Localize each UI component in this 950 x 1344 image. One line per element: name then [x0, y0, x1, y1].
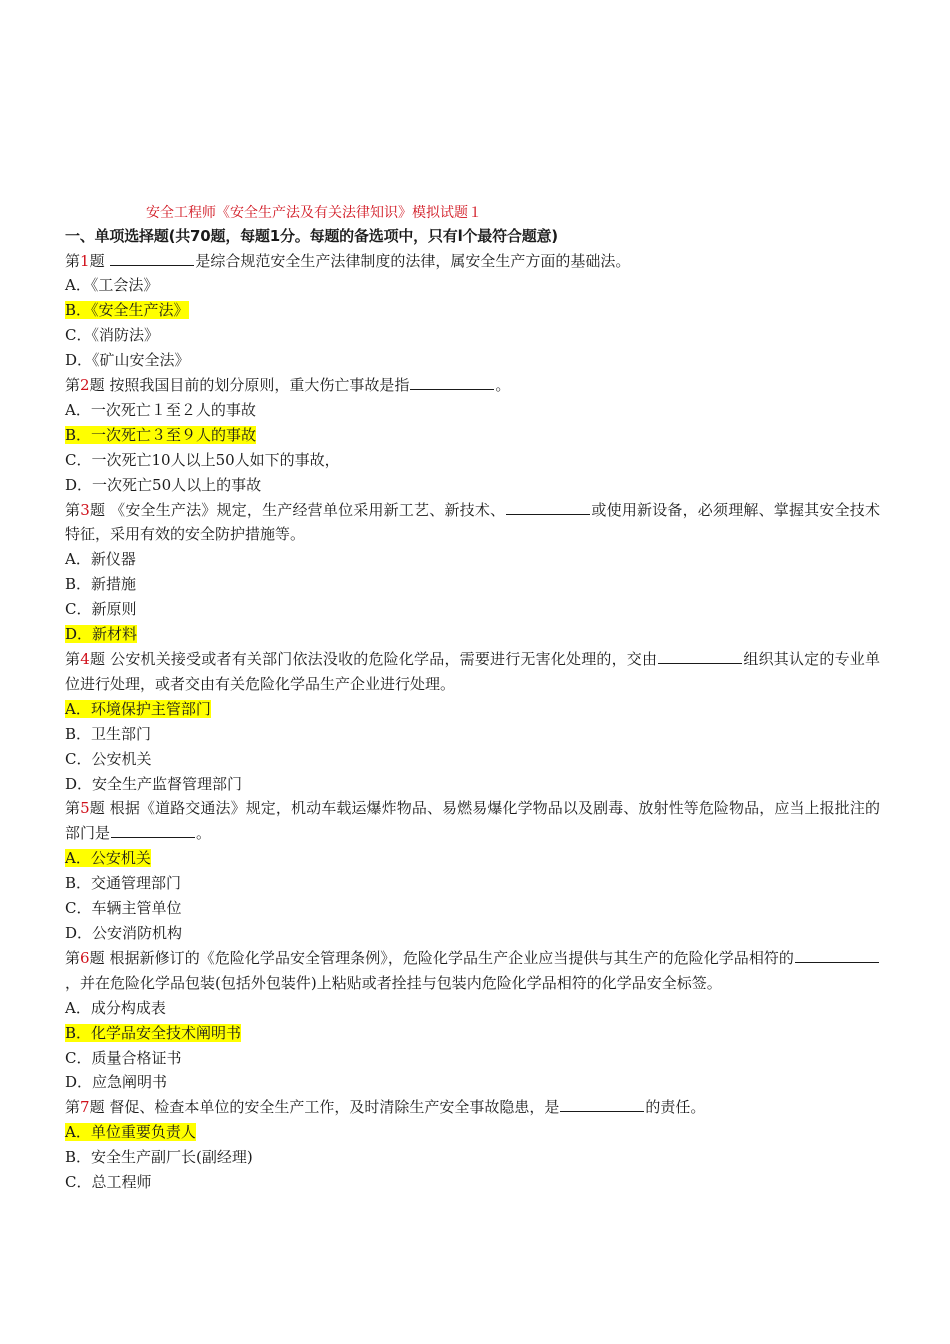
option-label: B．化学品安全技术阐明书 — [65, 1023, 242, 1042]
option-label: A．单位重要负责人 — [65, 1123, 196, 1142]
correct-option — [65, 846, 880, 871]
question-number: 6 — [80, 948, 90, 967]
question-text-after: 。 — [196, 824, 212, 843]
option-label: A．公安机关 — [65, 849, 151, 868]
section-heading: 一、单项选择题(共70题，每题1分。每题的备选项中，只有l个最符合题意) — [65, 227, 558, 245]
question-suffix: 题 — [89, 650, 106, 668]
answer-option — [65, 547, 880, 572]
answer-option — [65, 448, 880, 473]
answer-option — [65, 921, 880, 946]
question-text-after: 。 — [495, 376, 511, 395]
option-label: A．环境保护主管部门 — [65, 699, 211, 718]
option-label: C．总工程师 — [65, 1173, 152, 1192]
answer-blank — [111, 823, 195, 838]
question-prefix: 第 — [65, 251, 81, 270]
option-label: C．《消防法》 — [65, 326, 159, 345]
answer-option — [65, 572, 880, 597]
question-text-before: 督促、检查本单位的安全生产工作，及时清除生产安全事故隐患，是 — [104, 1098, 560, 1117]
answer-option — [65, 1046, 880, 1071]
option-label: C．公安机关 — [65, 749, 152, 768]
question-number: 5 — [80, 799, 90, 818]
answer-option — [65, 473, 880, 498]
question-text-before: 按照我国目前的划分原则，重大伤亡事故是指 — [104, 376, 410, 395]
answer-option — [65, 996, 880, 1021]
answer-blank — [110, 251, 194, 266]
question-text-before: 根据新修订的《危险化学品安全管理条例》，危险化学品生产企业应当提供与其生产的危险化学品相符的 — [104, 948, 794, 967]
option-label: A．《工会法》 — [65, 276, 159, 295]
question-text-after: 的责任。 — [645, 1098, 706, 1117]
question-stem — [65, 647, 880, 697]
question-prefix: 第 — [65, 1098, 81, 1117]
answer-blank — [410, 375, 494, 390]
option-label: B．一次死亡３至９人的事故 — [65, 425, 257, 444]
question-text-after: 组织其认定的专业单位进行处理，或者交由有关危险化学品生产企业进行处理。 — [65, 650, 880, 693]
question-suffix: 题 — [89, 1098, 105, 1117]
option-label: D．《矿山安全法》 — [65, 351, 190, 370]
question-stem — [65, 373, 880, 398]
option-label: B．《安全生产法》 — [65, 301, 189, 320]
question-stem — [65, 249, 880, 274]
option-label: D．一次死亡50人以上的事故 — [65, 475, 262, 494]
option-label: D．安全生产监督管理部门 — [65, 774, 243, 793]
correct-option — [65, 622, 880, 647]
question-stem — [65, 498, 880, 548]
answer-blank — [506, 500, 590, 515]
option-label: C．质量合格证书 — [65, 1048, 182, 1067]
question-suffix: 题 — [89, 799, 105, 818]
question-text-after: ，并在危险化学品包装(包括外包装件)上粘贴或者拴挂与包装内危险化学品相符的化学品安全标签。 — [65, 973, 722, 992]
question-text-after: 或使用新设备，必须理解、掌握其安全技术特征，采用有效的安全防护措施等。 — [65, 500, 880, 544]
document-title: 安全工程师《安全生产法及有关法律知识》模拟试题１ — [146, 205, 482, 221]
question-text-before: 根据《道路交通法》规定，机动车载运爆炸物品、易燃易爆化学物品以及剧毒、放射性等危险物品，应当上报批注的部门是 — [65, 799, 880, 843]
question-suffix: 题 — [89, 251, 105, 270]
correct-option — [65, 298, 880, 323]
answer-option — [65, 1145, 880, 1170]
answer-option — [65, 1170, 880, 1195]
question-text-after: 是综合规范安全生产法律制度的法律，属安全生产方面的基础法。 — [195, 251, 631, 270]
question-stem — [65, 1095, 880, 1120]
answer-option — [65, 722, 880, 747]
question-prefix: 第 — [65, 799, 81, 818]
question-text-before — [105, 252, 110, 270]
answer-blank — [795, 948, 879, 963]
answer-option — [65, 398, 880, 423]
answer-option — [65, 1070, 880, 1095]
question-number: 2 — [80, 376, 90, 395]
question-text-before: 公安机关接受或者有关部门依法没收的危险化学品，需要进行无害化处理的，交由 — [105, 650, 658, 668]
question-prefix: 第 — [65, 376, 81, 395]
document-body — [65, 224, 880, 1195]
question-suffix: 题 — [89, 376, 105, 395]
answer-option — [65, 323, 880, 348]
correct-option — [65, 1120, 880, 1145]
question-number: 1 — [80, 251, 90, 270]
option-label: C．车辆主管单位 — [65, 899, 182, 918]
question-stem — [65, 946, 880, 996]
question-prefix: 第 — [65, 500, 81, 519]
answer-blank — [658, 649, 742, 664]
option-label: B．新措施 — [65, 575, 137, 594]
question-list — [65, 249, 880, 1195]
question-number: 3 — [80, 500, 90, 519]
answer-option — [65, 747, 880, 772]
answer-blank — [560, 1097, 644, 1112]
question-text-before: 《安全生产法》规定，生产经营单位采用新工艺、新技术、 — [105, 500, 506, 519]
option-label: D．应急阐明书 — [65, 1073, 168, 1092]
option-label: D．公安消防机构 — [65, 923, 183, 942]
answer-option — [65, 896, 880, 921]
option-label: B．安全生产副厂长(副经理) — [65, 1148, 253, 1167]
answer-option — [65, 273, 880, 298]
question-prefix: 第 — [65, 650, 81, 668]
option-label: C．新原则 — [65, 600, 137, 619]
option-label: A．成分构成表 — [65, 998, 166, 1017]
question-suffix: 题 — [89, 500, 106, 519]
option-label: C．一次死亡10人以上50人如下的事故， — [65, 450, 340, 469]
question-number: 4 — [80, 650, 90, 668]
answer-option — [65, 772, 880, 797]
question-prefix: 第 — [65, 948, 81, 967]
option-label: A．新仪器 — [65, 550, 136, 569]
option-label: B．卫生部门 — [65, 724, 152, 743]
option-label: D．新材料 — [65, 625, 138, 644]
question-stem — [65, 796, 880, 846]
answer-option — [65, 871, 880, 896]
correct-option — [65, 1021, 880, 1046]
answer-option — [65, 597, 880, 622]
question-number: 7 — [80, 1098, 90, 1117]
option-label: A．一次死亡１至２人的事故 — [65, 400, 256, 419]
question-suffix: 题 — [89, 948, 105, 967]
option-label: B．交通管理部门 — [65, 874, 182, 893]
correct-option — [65, 697, 880, 722]
answer-option — [65, 348, 880, 373]
correct-option — [65, 423, 880, 448]
